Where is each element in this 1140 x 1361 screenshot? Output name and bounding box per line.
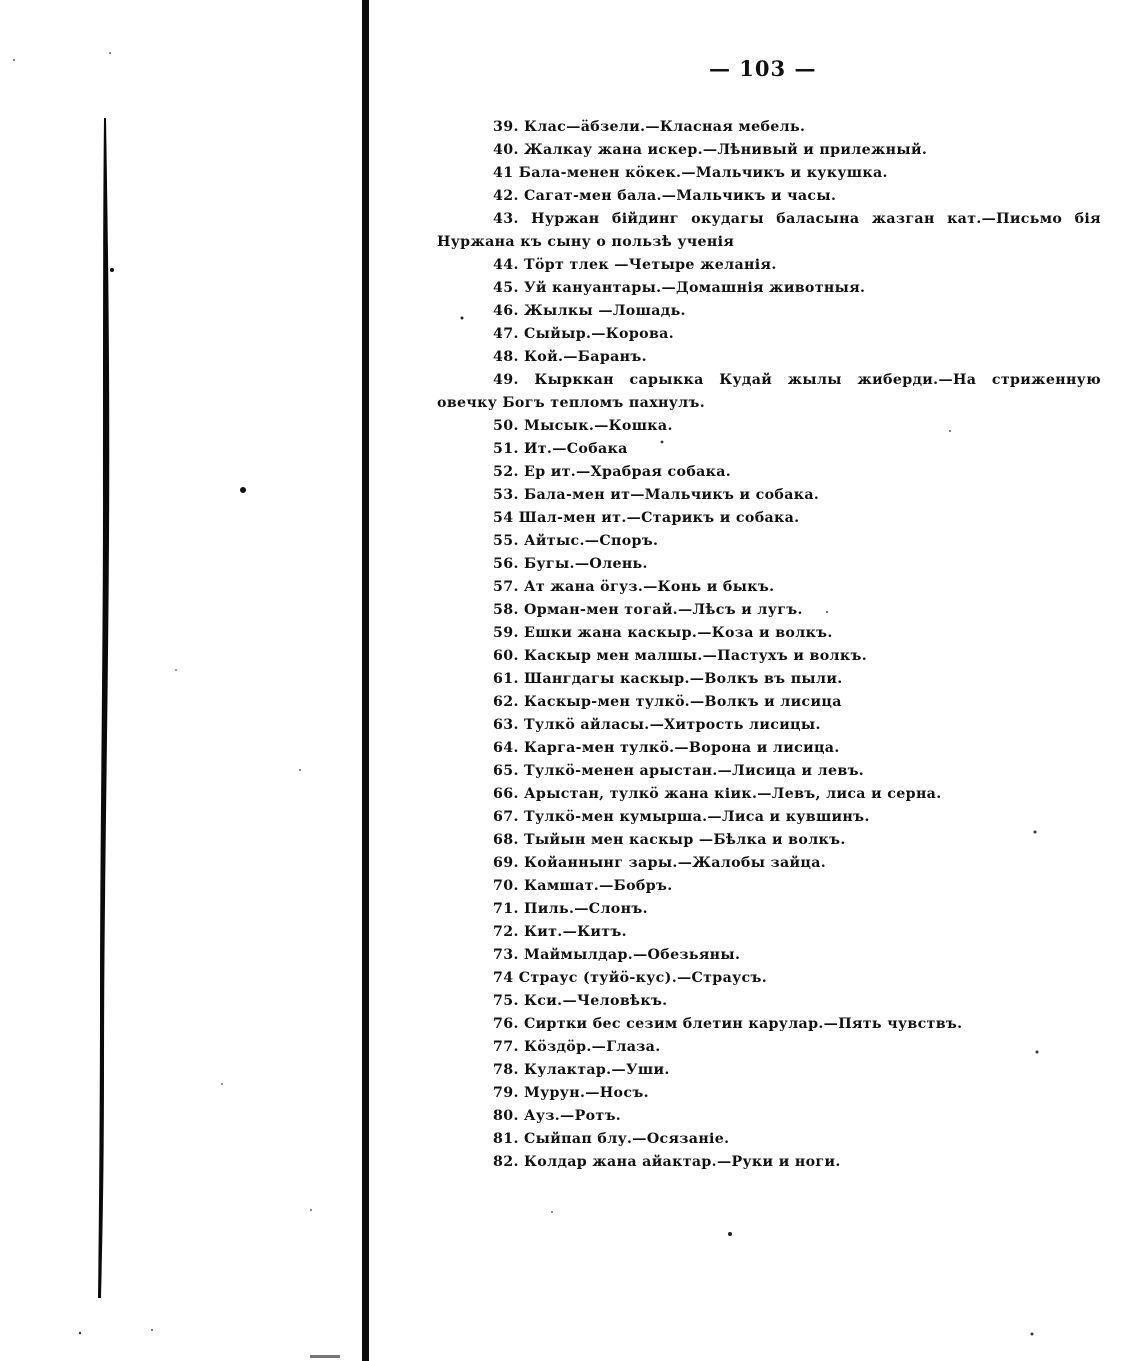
entry-number: 73. [493,947,519,963]
entry-text: Тулкö-мен кумырша.—Лиса и кувшинъ. [524,809,870,825]
entry-text: Мысык.—Кошка. [524,418,673,434]
entry-number: 42. [493,188,519,204]
entry-number: 46. [493,303,519,319]
entry-number: 74 [493,970,514,986]
list-item [437,438,1101,461]
entry-text: Кырккан сарыкка Кудай жылы жиберди.—На стриженную овечку Богъ тепломъ пахнулъ. [437,372,1101,411]
entry-number: 79. [493,1085,519,1101]
entry-number: 78. [493,1062,519,1078]
list-item [437,1059,1101,1082]
entry-number: 44. [493,257,519,273]
entry-text: Мурун.—Носъ. [524,1085,649,1101]
entry-number: 67. [493,809,519,825]
left-page-margin [0,0,362,1361]
entry-text: Ешки жана каскыр.—Коза и волкъ. [524,625,833,641]
list-item [437,576,1101,599]
entry-number: 54 [493,510,514,526]
entry-number: 48. [493,349,519,365]
list-item [437,346,1101,369]
entry-text: Бугы.—Олень. [524,556,648,572]
entry-text: Жалкау жана искер.—Лѣнивый и прилежный. [524,142,928,158]
list-item [437,1151,1101,1174]
entry-text: Кулактар.—Уши. [524,1062,670,1078]
entry-text: Каскыр мен малшы.—Пастухъ и волкъ. [524,648,868,664]
list-item [437,530,1101,553]
entry-text: Кит.—Китъ. [524,924,627,940]
entry-number: 61. [493,671,519,687]
entry-text: Тыйын мен каскыр —Бѣлка и волкъ. [524,832,846,848]
list-item [437,277,1101,300]
list-item [437,967,1101,990]
list-item [437,714,1101,737]
entry-text: Сыйпап блу.—Осязанiе. [524,1131,730,1147]
list-item [437,1036,1101,1059]
entry-text: Ат жана öгуз.—Конь и быкъ. [524,579,775,595]
entry-number: 76. [493,1016,519,1032]
entry-number: 51. [493,441,519,457]
table-of-contents-list [437,116,1101,1174]
entry-number: 40. [493,142,519,158]
list-item [437,300,1101,323]
list-item [437,875,1101,898]
list-item [437,990,1101,1013]
entry-number: 65. [493,763,519,779]
entry-text: Уй кануантары.—Домашнiя животныя. [524,280,866,296]
list-item [437,668,1101,691]
list-item [437,599,1101,622]
entry-number: 82. [493,1154,519,1170]
entry-text: Тöрт тлек —Четыре желанiя. [524,257,777,273]
entry-text: Тулкö-менен арыстан.—Лисица и левъ. [524,763,865,779]
entry-text: Нуржан бiйдинг окудагы баласына жазган кат.—Письмо бiя Нуржана къ сыну о пользѣ ученiя [437,211,1101,250]
entry-number: 39. [493,119,519,135]
list-item [437,254,1101,277]
entry-text: Клас—äбзели.—Класная мебель. [524,119,806,135]
list-item [437,116,1101,139]
entry-number: 55. [493,533,519,549]
list-item [437,415,1101,438]
entry-text: Бала-менен кöкек.—Мальчикъ и кукушка. [518,165,888,181]
entry-text: Арыстан, тулкö жана кiик.—Левъ, лиса и серна. [524,786,942,802]
entry-text: Ит.—Собака [524,441,628,457]
left-page-edge-shadow [98,118,112,1298]
entry-text: Сиртки бес сезим блетин карулар.—Пять чувствъ. [524,1016,963,1032]
list-item [437,553,1101,576]
entry-number: 70. [493,878,519,894]
entry-text: Бала-мен ит—Мальчикъ и собака. [524,487,820,503]
entry-number: 81. [493,1131,519,1147]
list-item [437,737,1101,760]
entry-text: Айтыс.—Споръ. [524,533,659,549]
entry-number: 66. [493,786,519,802]
entry-number: 80. [493,1108,519,1124]
entry-number: 49. [493,372,519,388]
list-item [437,1013,1101,1036]
entry-number: 43. [493,211,519,227]
entry-text: Камшат.—Бобръ. [524,878,673,894]
entry-number: 41 [493,165,514,181]
entry-number: 63. [493,717,519,733]
entry-number: 60. [493,648,519,664]
list-item [437,323,1101,346]
list-item [437,185,1101,208]
entry-number: 72. [493,924,519,940]
entry-text: Кси.—Человѣкъ. [524,993,668,1009]
entry-text: Тулкö айласы.—Хитрость лисицы. [524,717,821,733]
entry-text: Орман-мен тогай.—Лѣсъ и лугъ. [524,602,803,618]
entry-number: 75. [493,993,519,1009]
entry-text: Пиль.—Слонъ. [524,901,648,917]
list-item [437,484,1101,507]
list-item [437,622,1101,645]
list-item [437,898,1101,921]
list-item [437,1105,1101,1128]
page-number: — 103 — [709,56,817,81]
entry-number: 59. [493,625,519,641]
entry-text: Шал-мен ит.—Старикъ и собака. [518,510,800,526]
entry-number: 64. [493,740,519,756]
list-item [437,806,1101,829]
list-item [437,208,1101,254]
list-item [437,1082,1101,1105]
entry-text: Кой.—Баранъ. [524,349,647,365]
book-gutter [362,0,369,1361]
list-item [437,783,1101,806]
list-item [437,645,1101,668]
entry-number: 57. [493,579,519,595]
entry-number: 77. [493,1039,519,1055]
entry-text: Колдар жана айактар.—Руки и ноги. [524,1154,841,1170]
list-item [437,921,1101,944]
list-item [437,760,1101,783]
entry-text: Ер ит.—Храбрая собака. [524,464,732,480]
entry-text: Карга-мен тулкö.—Ворона и лисица. [524,740,840,756]
entry-text: Маймылдар.—Обезьяны. [524,947,741,963]
entry-text: Жылкы —Лошадь. [524,303,686,319]
entry-number: 62. [493,694,519,710]
entry-text: Ауз.—Ротъ. [524,1108,622,1124]
list-item [437,507,1101,530]
entry-number: 47. [493,326,519,342]
entry-text: Сыйыр.—Корова. [524,326,674,342]
entry-number: 52. [493,464,519,480]
entry-number: 56. [493,556,519,572]
entry-number: 50. [493,418,519,434]
entry-number: 58. [493,602,519,618]
list-item [437,829,1101,852]
list-item [437,691,1101,714]
entry-text: Сагат-мен бала.—Мальчикъ и часы. [524,188,837,204]
entry-number: 69. [493,855,519,871]
list-item [437,1128,1101,1151]
entry-text: Страус (туйö-кус).—Страусъ. [518,970,768,986]
entry-text: Кöздöр.—Глаза. [524,1039,661,1055]
list-item [437,852,1101,875]
entry-text: Койаннынг зары.—Жалобы зайца. [524,855,827,871]
list-item [437,139,1101,162]
list-item [437,369,1101,415]
entry-text: Каскыр-мен тулкö.—Волкъ и лисица [524,694,842,710]
entry-number: 53. [493,487,519,503]
entry-number: 68. [493,832,519,848]
list-item [437,461,1101,484]
entry-number: 71. [493,901,519,917]
right-page [369,0,1140,1361]
entry-number: 45. [493,280,519,296]
list-item [437,944,1101,967]
list-item [437,162,1101,185]
entry-text: Шангдагы каскыр.—Волкъ въ пыли. [524,671,843,687]
